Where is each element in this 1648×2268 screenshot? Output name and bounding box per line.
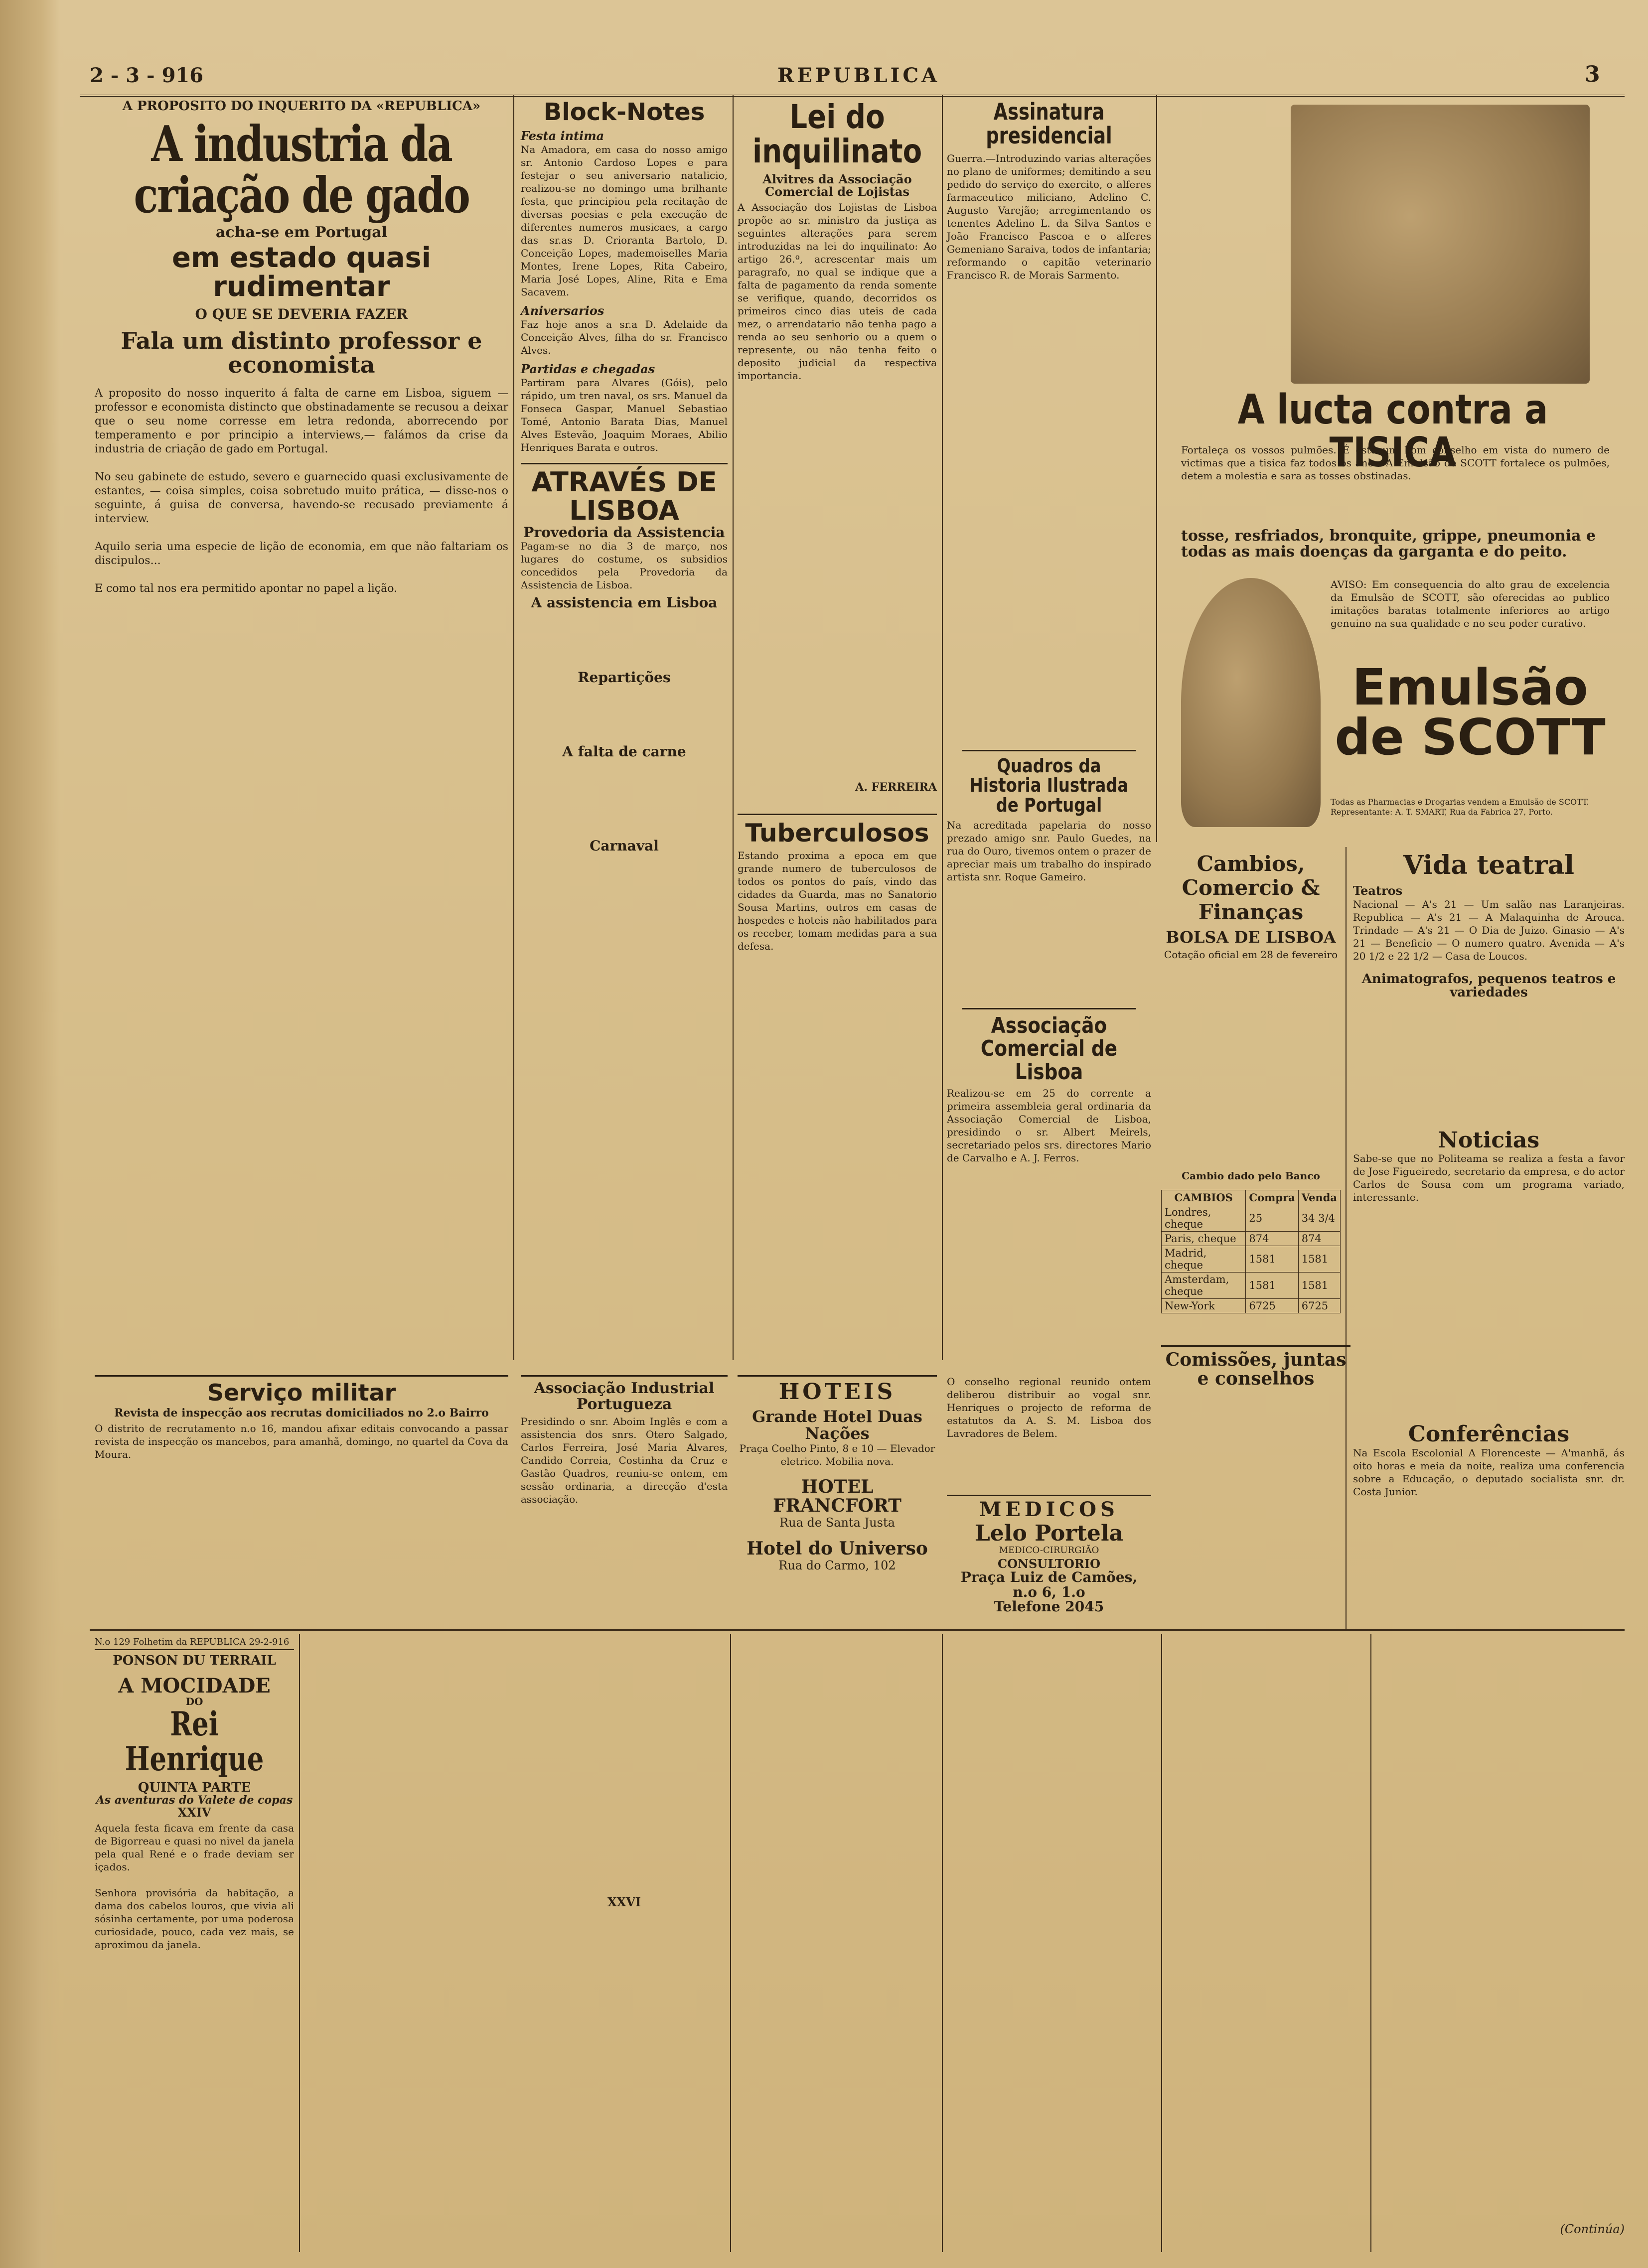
section-heading: Aniversarios (521, 303, 604, 318)
ad-illustration-image (1291, 105, 1590, 384)
section-text: Faz hoje anos a sr.a D. Adelaide da Conceição Alves, filha do sr. Francisco Alves. (521, 318, 731, 357)
ad-footer: Todas as Pharmacias e Drogarias vendem a Emulsão de SCOTT. Representante: A. T. SMART, Rua da Fabrica 27, Porto. (1331, 797, 1589, 817)
folhetim-chapter: XXVI (607, 1895, 641, 1909)
teatros-heading: Teatros (1353, 883, 1403, 898)
section-text: Pagam-se no dia 3 de março, nos lugares do costume, os subsidios concedidos pela Provedoria da Assistencia de Lisboa. (521, 540, 731, 591)
section-rule (90, 1629, 1625, 1631)
column-rule (942, 1634, 943, 2252)
inquilinato-column (738, 98, 940, 1365)
table-row (1162, 1299, 1341, 1313)
section-text: Partiram para Alvares (Góis), pelo rápido, um tren naval, os srs. Manuel da Fonseca Gaspar, Manuel Sebastiao Tomé, Antonio Barata Dias, Manuel Alves Estevão, Joaquim Moraes, Abilio Henriques Barata e outros. (521, 377, 731, 454)
table-cell: New-York (1162, 1299, 1246, 1313)
servico-militar-text: O distrito de recrutamento n.o 16, mandou afixar editais convocando a passar revista de inspecção os mancebos, para amanhã, domingo, no quartel da Cova da Moura. (95, 1422, 512, 1461)
column-rule (299, 1634, 300, 2252)
table-row (1162, 1205, 1341, 1232)
table-cell: 874 (1246, 1232, 1298, 1246)
table-cell: 874 (1298, 1232, 1340, 1246)
column-rule (730, 1634, 731, 2252)
table-cell: 1581 (1246, 1273, 1298, 1299)
ad-warning: AVISO: Em consequencia do alto grau de excelencia da Emulsão de SCOTT, são oferecidas ao publico imitações baratas totalmente inferiores ao artigo genuino na sua qualidade e no seu poder curativo. (1331, 578, 1613, 629)
inquilinato-title: Lei do inquilinato (752, 98, 922, 171)
article-subhead: O QUE SE DEVERIA FAZER (195, 306, 408, 323)
doctor-address: Praça Luiz de Camões, n.o 6, 1.o (960, 1569, 1138, 1600)
vida-teatral-section (1353, 850, 1628, 1624)
ad-text: Fortaleça os vossos pulmões. É este um bom conselho em vista do numero de victimas que a tisica faz todos os anos. A Emulsão de SCOTT fortalece os pulmões, detem a molestia e sara as tosses obstinadas. (1181, 444, 1613, 482)
table-cell: Londres, cheque (1162, 1205, 1246, 1232)
atraves-title: ATRAVÉS DE LISBOA (521, 463, 728, 525)
inquilinato-text: A Associação dos Lojistas de Lisboa propõe ao sr. ministro da justiça as seguintes alterações para serem introduzidas na lei do inquilinato: Ao artigo 26.º, acrescentar mais um paragrafo, no qual se indique que a falta de pagamento da renda somente se verifique, quando, decorridos os primeiros cinco dias uteis de cada mez, o arrendatario não tenha pago a renda ao seu senhorio ou a quem o represente, ou não tenha feito o deposito judicial da respectiva importancia. (738, 201, 940, 382)
header-date: 2 - 3 - 916 (90, 64, 204, 87)
table-cell: 6725 (1246, 1299, 1298, 1313)
section-text: Na Amadora, em casa do nosso amigo sr. Antonio Cardoso Lopes e para festejar o seu aniversario natalicio, realizou-se no domingo uma brilhante festa, que principiou pela recitação de diversas poesias e pela execução de diferentes numeros musicaes, a cargo das sr.as D. Crioranta Bartolo, D. Conceição Lopes, mademoiselles Maria Montes, Irene Lopes, Rita Cabeiro, Maria José Lopes, Aline, Rita e Ema Sacavem. (521, 143, 731, 298)
lead-article (95, 100, 508, 1370)
ad-brand: Emulsão de SCOTT (1335, 658, 1606, 766)
assinatura-text: Guerra.—Introduzindo varias alterações no plano de uniformes; demitindo a seu pedido do serviço do exercito, o alferes farmaceutico miliciano, Adelino C. Augusto Varejão; arregimentando os tenentes Adelino L. da Silva Santos e João Francisco Pascoa e o alferes Gemeniano Saraiva, todos de infantaria; reformando o capitão veterinario Francisco R. de Morais Sarmento. (947, 152, 1155, 281)
folhetim-part: QUINTA PARTE (138, 1780, 251, 1795)
medicos-title: MEDICOS (979, 1498, 1119, 1521)
article-body: A proposito do nosso inquerito á falta de carne em Lisboa, siguem — professor e economista distincto que obstinadamente se recusou a deixar que o seu nome corresse em letra redonda, aborrecendo por temperamento e por principio a interviews,— falámos da crise da industria de criação de gado em Portugal. No seu gabinete de estudo, severo e guarnecido quasi exclusivamente de estantes, — coisa simples, coisa sobretudo muito prática, — disse-nos o seguinte, á guisa de conversa, havendo-se recusado previamente á interview. Aquilo seria uma especie de lição de economia, em que não faltariam os discipulos... E como tal nos era permitido apontar no papel a lição. (95, 387, 508, 595)
medicos-section (947, 1495, 1151, 1626)
section-heading: Carnaval (590, 838, 659, 854)
table-cell: Amsterdam, cheque (1162, 1273, 1246, 1299)
hotel-address: Rua de Santa Justa (779, 1515, 895, 1530)
continua-label: (Continúa) (1560, 2222, 1625, 2236)
hotel-name: Grande Hotel Duas Nações (752, 1407, 922, 1443)
section-heading: Partidas e chegadas (521, 362, 655, 377)
article-subhead: Fala um distinto professor e economista (121, 327, 482, 378)
vida-teatral-title: Vida teatral (1403, 850, 1574, 880)
tuberculosos-text: Estando proxima a epoca em que grande numero de tuberculosos de todos os pontos do país, vindo das cidades da Guarda, mas no Sanatorio Sousa Martins, outros em casas de hospedes e hoteis não habilitados para os receber, tomam medidas para a sua defesa. (738, 850, 940, 953)
teatros-text: Nacional — A's 21 — Um salão nas Laranjeiras. Republica — A's 21 — A Malaquinha de Arouca. Trindade — A's 21 — O Dia de Juizo. Ginasio — A's 21 — Beneficio — O numero quatro. Avenida — A's 20 1/2 e 22 1/2 — Casa de Loucos. (1353, 898, 1628, 962)
cambios-footer: Cambio dado pelo Banco (1182, 1170, 1320, 1182)
folhetim-title: DO (185, 1696, 203, 1708)
table-cell: 25 (1246, 1205, 1298, 1232)
servico-militar-title: Serviço militar (207, 1379, 396, 1406)
folhetim-closing (1375, 2222, 1625, 2247)
cotacao-line: Cotação oficial em 28 de fevereiro (1164, 949, 1338, 961)
quadros-title: Quadros da Historia Ilustrada de Portugal (962, 750, 1136, 816)
noticias-title: Noticias (1438, 1128, 1540, 1153)
hotel-address: Rua do Carmo, 102 (778, 1558, 896, 1572)
hotel-name: Hotel do Universo (747, 1538, 928, 1559)
comissoes-text: O conselho regional reunido ontem deliberou distribuir ao vogal snr. Henriques o projecto de reforma de estatutos da A. S. M. Lisboa dos Lavradores de Belem. (947, 1376, 1155, 1439)
table-row (1162, 1246, 1341, 1273)
conferencias-text: Na Escola Escolonial A Florenceste — A'manhã, ás oito horas e meia da noite, realiza uma conferencia sobre a Educação, o deputado socialista snr. dr. Costa Junior. (1353, 1446, 1628, 1498)
table-row (1162, 1273, 1341, 1299)
associacao-industrial-title: Associação Industrial Portugueza (534, 1380, 715, 1413)
quadros-text: Na acreditada papelaria do nosso prezado amigo snr. Paulo Guedes, na rua do Ouro, tivemos ontem o prazer de apreciar mais um trabalho do inspirado artista snr. Roque Gameiro. (947, 819, 1155, 883)
cambios-title: Cambios, Comercio & Finanças (1182, 851, 1320, 924)
hotel-text: Praça Coelho Pinto, 8 e 10 — Elevador eletrico. Mobilia nova. (739, 1442, 938, 1468)
doctor-phone: Telefone 2045 (994, 1598, 1104, 1615)
column-rule (942, 95, 943, 1360)
article-headline: A industria da criação de gado (134, 116, 469, 225)
bolsa-heading: BOLSA DE LISBOA (1166, 927, 1336, 947)
associacao-comercial-title: Associação Comercial de Lisboa (962, 1008, 1136, 1084)
assinatura-title: Assinatura presidencial (986, 98, 1112, 149)
article-subhead: em estado quasi rudimentar (171, 241, 432, 303)
associacao-comercial-text: Realizou-se em 25 do corrente a primeira assembleia geral ordinaria da Associação Comercial de Lisboa, presidindo o sr. Albert Meirels, secretariado pelos srs. directores Mario de Carvalho e A. J. Ferros. (947, 1087, 1155, 1164)
header-paper-name: REPUBLICA (777, 64, 940, 87)
folhetim-text: Aquela festa ficava em frente da casa de Bigorreau e quasi no nivel da janela pela qual René e o frade deviam ser içados. Senhora provisória da habitação, a dama dos cabelos louros, que vivia ali sósinha certamente, por uma poderosa curiosidade, pouco, cada vez mais, se aproximou da janela. (95, 1822, 294, 1951)
page-fold-edge (0, 0, 60, 2268)
article-signature: A. FERREIRA (855, 780, 937, 794)
associacao-industrial-text: Presidindo o snr. Aboim Inglês e com a assistencia dos snrs. Otero Salgado, Carlos Ferreira, José Maria Alvares, Candido Correia, Costinha da Cruz e Gastão Quadros, reuniu-se ontem, em sessão ordinaria, a direcção d'esta associação. (521, 1416, 731, 1505)
header-page-number: 3 (1585, 62, 1600, 87)
atraves-subtitle: Provedoria da Assistencia (523, 524, 725, 541)
column-rule (513, 95, 514, 1360)
folhetim-subtitle: As aventuras do Valete de copas (96, 1794, 293, 1807)
fisherman-logo-image (1181, 578, 1321, 827)
consultorio-label: CONSULTORIO (998, 1557, 1100, 1571)
section-heading: A assistencia em Lisboa (531, 594, 718, 611)
section-heading: Repartições (578, 669, 671, 686)
conferencias-title: Conferências (1408, 1421, 1570, 1447)
hotel-name: HOTEL FRANCFORT (773, 1476, 901, 1517)
folhetim-column (521, 1637, 728, 2250)
table-cell: Paris, cheque (1162, 1232, 1246, 1246)
column-rule (1370, 1634, 1371, 2252)
hoteis-section (738, 1375, 937, 1626)
animatografos-heading: Animatografos, pequenos teatros e variedades (1361, 971, 1616, 1000)
scott-emulsion-ad (1161, 100, 1625, 842)
noticias-text: Sabe-se que no Politeama se realiza a festa a favor de Jose Figueiredo, secretario da empresa, e do actor Carlos de Sousa com um programa variado, interessante. (1353, 1152, 1628, 1204)
folhetim-title-column (95, 1637, 294, 2250)
folhetim-tag: N.o 129 Folhetim da REPUBLICA 29-2-916 (95, 1637, 294, 1650)
table-row (1162, 1232, 1341, 1246)
folhetim-title: Rei Henrique (125, 1704, 264, 1778)
table-cell: 1581 (1298, 1246, 1340, 1273)
hoteis-title: HOTEIS (778, 1379, 896, 1405)
section-heading: Festa intima (521, 129, 604, 143)
block-notes-title: Block-Notes (543, 98, 705, 126)
article-kicker: A PROPOSITO DO INQUERITO DA «REPUBLICA» (122, 99, 481, 114)
column-rule (1156, 95, 1157, 842)
table-cell: 6725 (1298, 1299, 1340, 1313)
table-cell: 34 3/4 (1298, 1205, 1340, 1232)
table-header: Compra (1246, 1190, 1298, 1205)
table-cell: 1581 (1298, 1273, 1340, 1299)
tuberculosos-title: Tuberculosos (738, 814, 937, 847)
column-rule (733, 95, 734, 1360)
servico-militar-subtitle: Revista de inspecção aos recrutas domiciliados no 2.o Bairro (114, 1407, 489, 1420)
column-rule (1161, 1634, 1162, 2252)
folhetim-title: A MOCIDADE (118, 1674, 271, 1698)
table-cell: 1581 (1246, 1246, 1298, 1273)
table-header: CAMBIOS (1162, 1190, 1246, 1205)
table-header: Venda (1298, 1190, 1340, 1205)
inquilinato-subtitle: Alvitres da Associação Comercial de Lojistas (762, 171, 912, 199)
ad-title: A lucta contra a TISICA (1237, 386, 1548, 477)
comissoes-title: Comissões, juntas e conselhos (1161, 1345, 1350, 1389)
associacao-industrial-section (521, 1375, 731, 1626)
assinatura-column (947, 98, 1155, 1365)
table-header-row (1162, 1190, 1341, 1205)
ad-bold-text: tosse, resfriados, bronquite, grippe, pneumonia e todas as mais doenças da garganta e do peito. (1181, 527, 1596, 561)
table-cell: Madrid, cheque (1162, 1246, 1246, 1273)
folhetim-chapter: XXIV (177, 1805, 211, 1820)
comissoes-title-block (1161, 1345, 1350, 1624)
cambios-table (1161, 1190, 1341, 1313)
page-header (80, 60, 1625, 97)
block-notes-column (521, 98, 731, 1365)
doctor-specialty: MEDICO-CIRURGIÃO (999, 1545, 1099, 1556)
doctor-name: Lelo Portela (974, 1521, 1124, 1546)
servico-militar-section (95, 1375, 512, 1626)
folhetim-author: PONSON DU TERRAIL (113, 1653, 276, 1668)
article-subhead: acha-se em Portugal (215, 224, 388, 242)
section-heading: A falta de carne (562, 743, 686, 760)
